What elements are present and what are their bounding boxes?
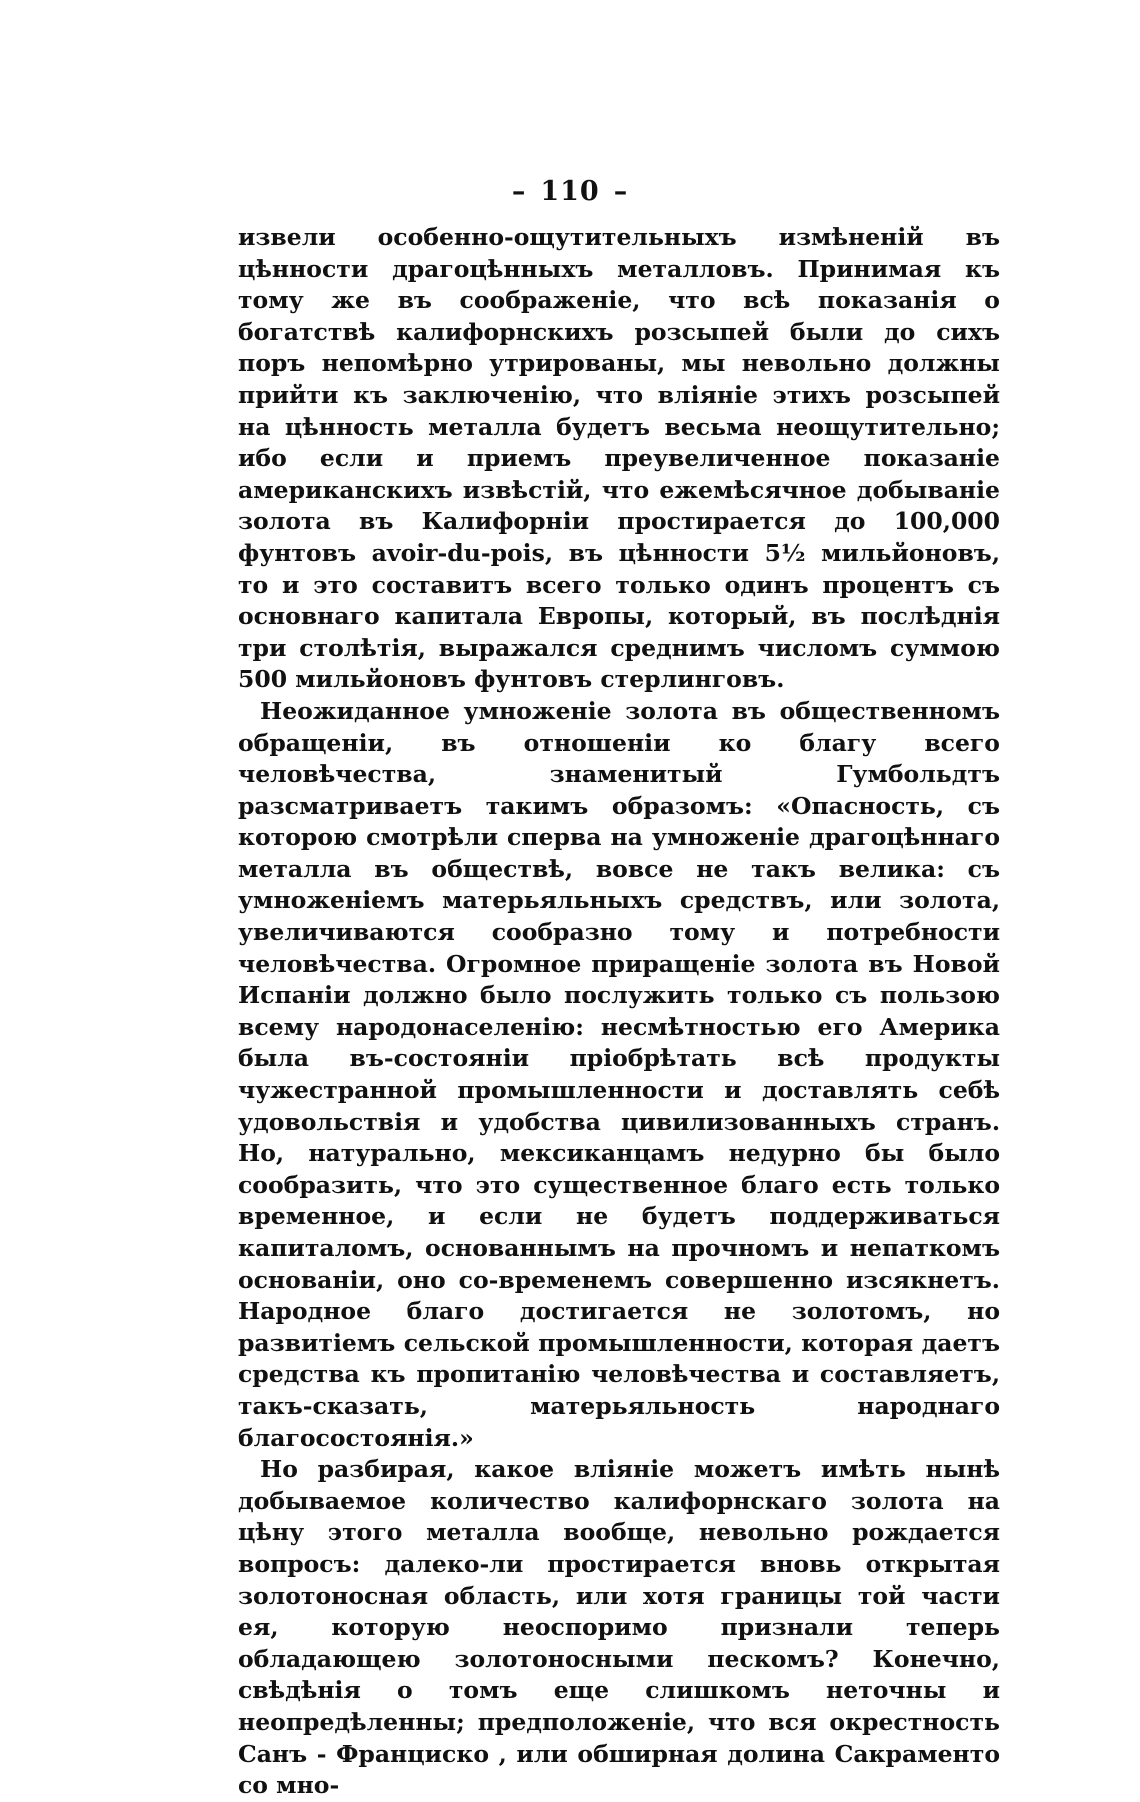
body-text [238, 222, 1000, 1802]
paragraph-3: Но разбирая, какое вліяніе можетъ имѣть нынѣ добываемое количество калифорнскаго золота на цѣну этого металла вообще, невольно рождается вопросъ: далеко-ли простирается вновь открытая золотоносная область, или хотя границы той части ея, которую неоспоримо признали теперь обладающею золотоносными пескомъ? Конечно, свѣдѣнія о томъ еще слишкомъ неточны и неопредѣленны; предположеніе, что вся окрестность Санъ - Франциско , или обширная долина Сакраменто со мно- [238, 1455, 1000, 1800]
page-number: 110 [540, 176, 600, 207]
paragraph-2: Неожиданное умноженіе золота въ общественномъ обращеніи, въ отношеніи ко благу всего человѣчества, знаменитый Гумбольдтъ разсматриваетъ такимъ образомъ: «Опасность, съ которою смотрѣли сперва на умноженіе драгоцѣннаго металла въ обществѣ, вовсе не такъ велика: съ умноженіемъ матерьяльныхъ средствъ, или золота, увеличиваются сообразно тому и потребности человѣчества. Огромное приращеніе золота въ Новой Испаніи должно было послужить только съ пользою всему народонаселенію: несмѣтностью его Америка была въ-состояніи пріобрѣтать всѣ продукты чужестранной промышленности и доставлять себѣ удовольствія и удобства цивилизованныхъ странъ. Но, натурально, мексиканцамъ недурно бы было сообразить, что это существенное благо есть только временное, и если не будетъ поддерживаться капиталомъ, основаннымъ на прочномъ и непаткомъ основаніи, оно со-временемъ совершенно изсякнетъ. Народное благо достигается не золотомъ, но развитіемъ сельской промышленности, которая даетъ средства къ пропитанію человѣчества и составляетъ, такъ-сказать, матерьяльность народнаго благосостоянія.» [238, 696, 1000, 1452]
header-dash-left: – [511, 176, 527, 207]
header-dash-right: – [613, 176, 629, 207]
paragraph-1: извели особенно-ощутительныхъ измѣненій въ цѣнности драгоцѣнныхъ металловъ. Принимая къ тому же въ соображеніе, что всѣ показанія о богатствѣ калифорнскихъ розсыпей были до сихъ поръ непомѣрно утрированы, мы невольно должны прийти къ заключенію, что вліяніе этихъ розсыпей на цѣнность металла будетъ весьма неощутительно; ибо если и приемъ преувеличенное показаніе американскихъ извѣстій, что ежемѣсячное добываніе золота въ Калифорніи простирается до 100,000 фунтовъ avoir-du-pois, въ цѣнности 5½ мильйоновъ, то и это составитъ всего только одинъ процентъ съ основнаго капитала Европы, который, въ послѣднія три столѣтія, выражался среднимъ числомъ суммою 500 мильйоновъ фунтовъ стерлинговъ. [238, 223, 1000, 694]
page-number-header [0, 176, 1140, 207]
